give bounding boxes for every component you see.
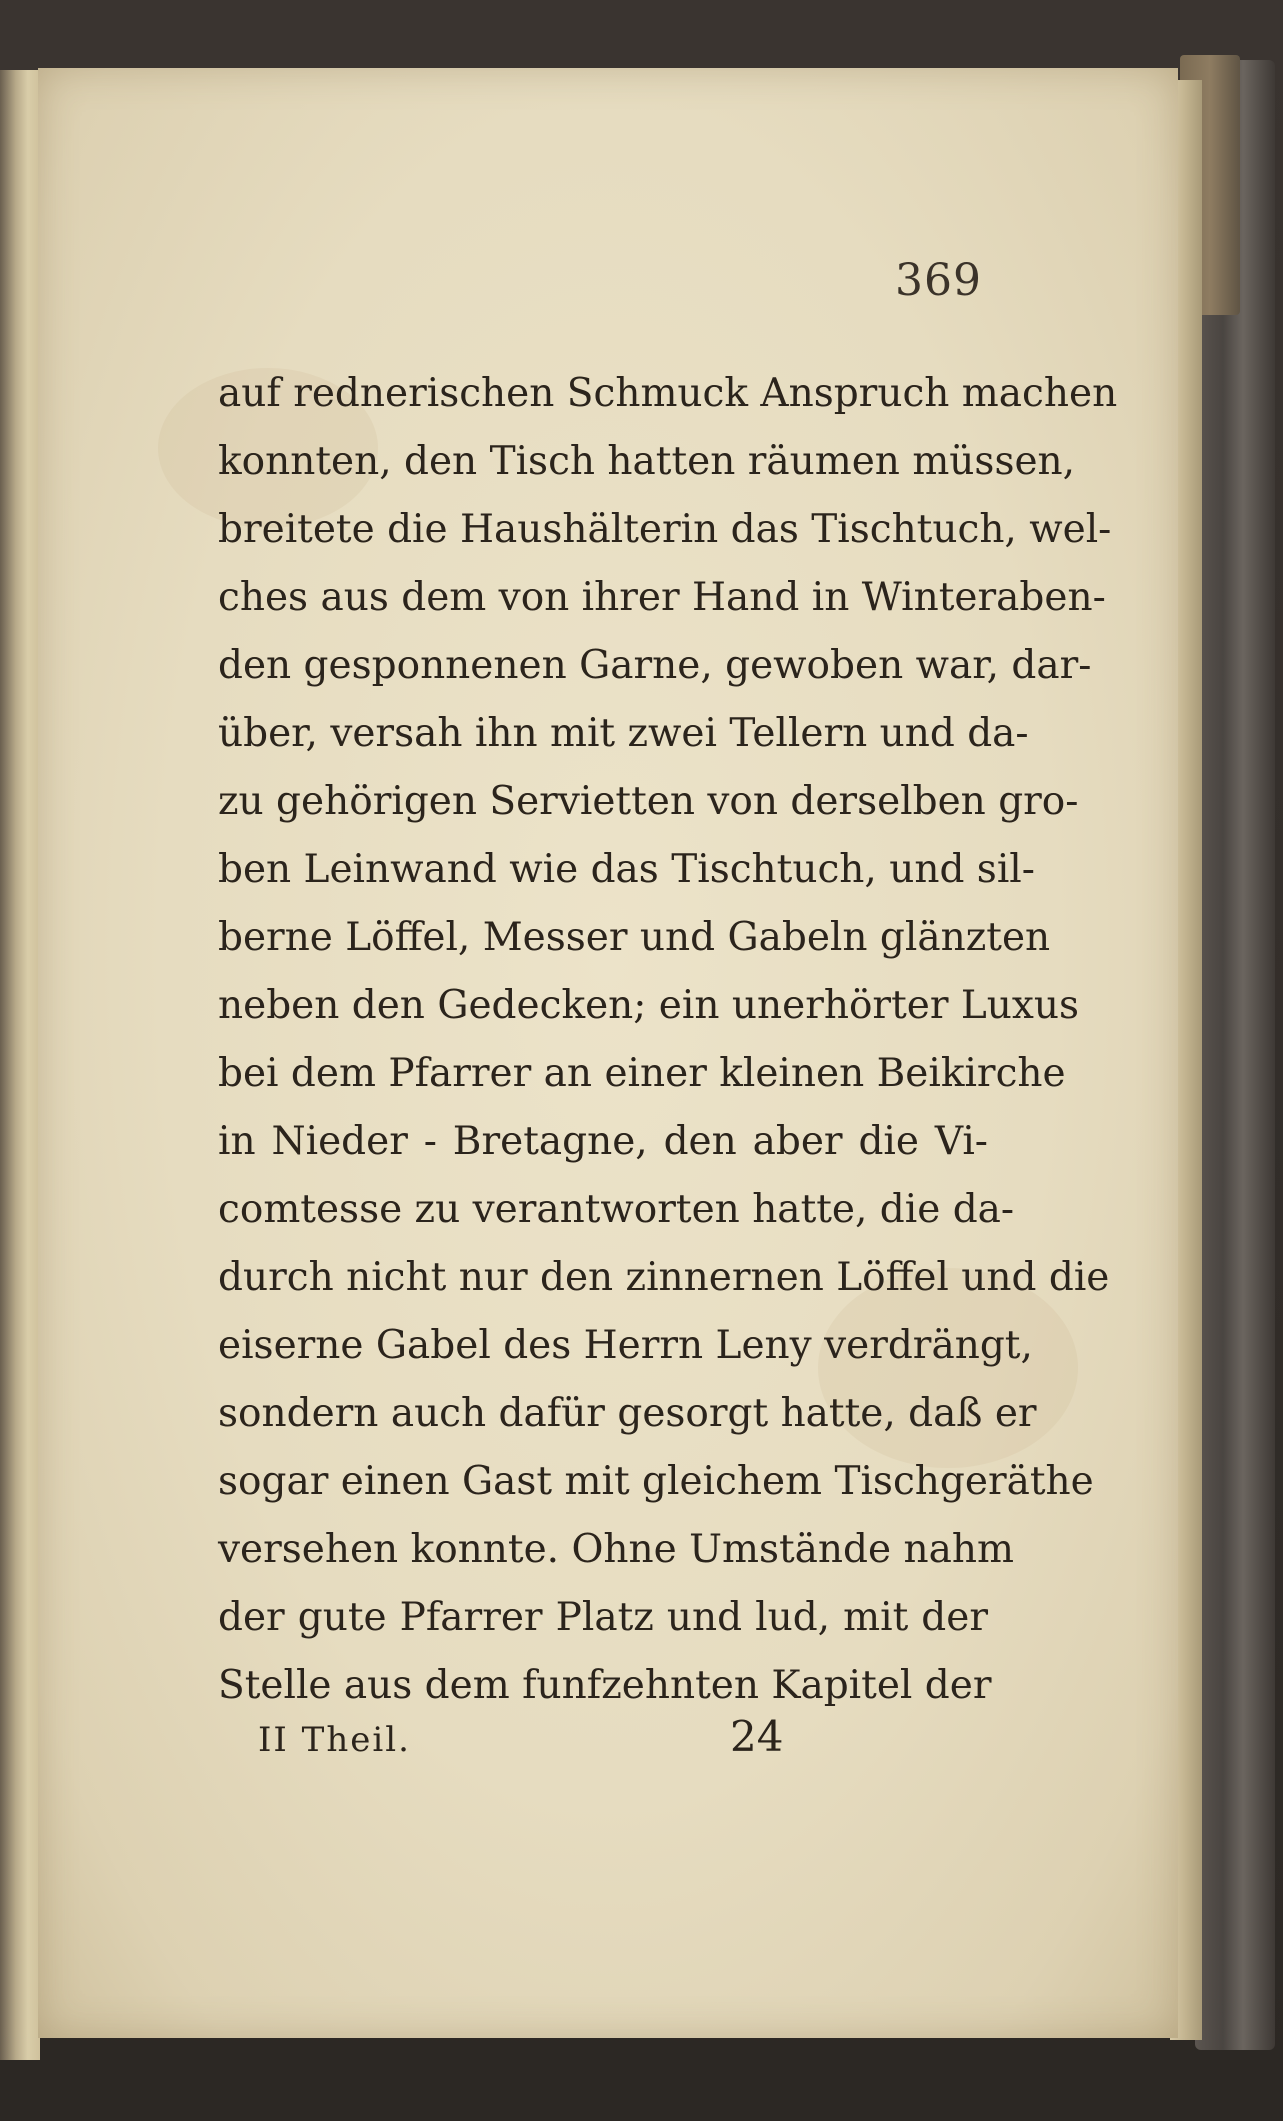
text-line: der gute Pfarrer Platz und lud, mit der (218, 1595, 988, 1640)
text-line: eiserne Gabel des Herrn Leny verdrängt, (218, 1323, 1033, 1368)
text-line: comtesse zu verantworten hatte, die da- (218, 1187, 1015, 1232)
body-text (218, 360, 1118, 1720)
text-line: über, versah ihn mit zwei Tellern und da- (218, 711, 1029, 756)
text-line: in Nieder - Bretagne, den aber die Vi- (218, 1119, 988, 1164)
text-line: konnten, den Tisch hatten räumen müssen, (218, 439, 1076, 484)
left-page-edges (0, 70, 40, 2060)
text-line: breitete die Haushälterin das Tischtuch, wel- (218, 507, 1112, 552)
page-number: 369 (895, 255, 982, 306)
text-line: ches aus dem von ihrer Hand in Winteraben- (218, 575, 1106, 620)
text-line: bei dem Pfarrer an einer kleinen Beikirche (218, 1051, 1066, 1096)
text-line: durch nicht nur den zinnernen Löffel und die (218, 1255, 1110, 1300)
text-line: Stelle aus dem funfzehnten Kapitel der (218, 1663, 992, 1708)
signature-mark: II Theil. (258, 1720, 411, 1760)
gathering-number: 24 (730, 1712, 784, 1761)
text-line: sogar einen Gast mit gleichem Tischgeräthe (218, 1459, 1094, 1504)
book-cover-edge (1195, 60, 1275, 2050)
text-line: den gesponnenen Garne, gewoben war, dar- (218, 643, 1092, 688)
text-line: ben Leinwand wie das Tischtuch, und sil- (218, 847, 1035, 892)
text-line: berne Löffel, Messer und Gabeln glänzten (218, 915, 1051, 960)
text-line: zu gehörigen Servietten von derselben gro- (218, 779, 1079, 824)
text-line: auf rednerischen Schmuck Anspruch machen (218, 371, 1118, 416)
text-line: sondern auch dafür gesorgt hatte, daß er (218, 1391, 1037, 1436)
text-line: neben den Gedecken; ein unerhörter Luxus (218, 983, 1080, 1028)
text-line: versehen konnte. Ohne Umstände nahm (218, 1527, 1014, 1572)
